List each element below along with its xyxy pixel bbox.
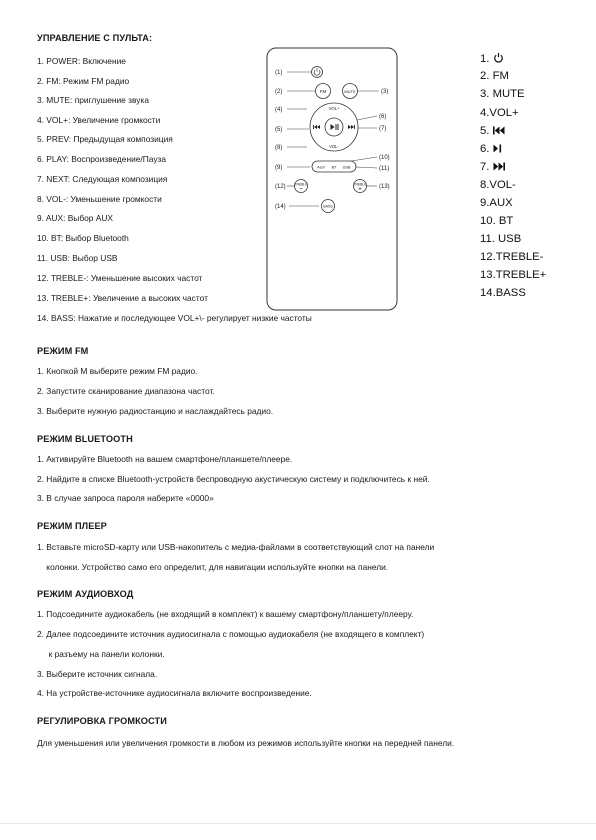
section-aux-line-3: к разъему на панели колонки. (37, 649, 165, 659)
section-fm-line-3: 3. Выберите нужную радиостанцию и наслаждайтесь радио. (37, 406, 274, 416)
remote-vol-plus-label: VOL+ (328, 106, 340, 111)
remote-mute-label: MUTE (344, 89, 356, 94)
callout-3: (3) (381, 89, 389, 95)
remote-item-3: 3. MUTE: приглушение звука (37, 95, 149, 105)
remote-item-1: 1. POWER: Включение (37, 56, 126, 66)
legend-item-1 (480, 52, 504, 65)
legend-item-9: 9.AUX (480, 197, 513, 209)
section-aux-line-2: 2. Далее подсоедините источник аудиосигнала с помощью аудиокабеля (не входящего в комплект) (37, 629, 425, 639)
section-fm-title: РЕЖИМ FM (37, 346, 89, 356)
legend-item-14: 14.BASS (480, 287, 526, 299)
section-bluetooth-title: РЕЖИМ BLUETOOTH (37, 434, 133, 444)
legend-item-10-label: BT (498, 215, 514, 227)
callout-12: (12) (275, 184, 286, 190)
legend-item-3-label: MUTE (492, 88, 525, 100)
section-player-line-1: 1. Вставьте microSD-карту или USB-накопитель с медиа-файлами в соответствующий слот на панели (37, 542, 435, 552)
callout-5: (5) (275, 127, 283, 133)
remote-body (267, 48, 397, 310)
remote-item-10: 10. BT: Выбор Bluetooth (37, 233, 129, 243)
section-aux-line-1: 1. Подсоедините аудиокабель (не входящий в комплект) к вашему смартфону/планшету/плееру. (37, 609, 414, 619)
callout-11: (11) (379, 166, 390, 172)
legend-item-4-label: VOL+ (489, 107, 519, 119)
legend-item-12: 12.TREBLE- (480, 251, 544, 263)
remote-fm-label: FM (319, 89, 327, 94)
callout-13: (13) (379, 184, 390, 190)
section-player-line-2: колонки. Устройство само его определит, для навигации используйте кнопки на панели. (37, 562, 389, 572)
section-player-title: РЕЖИМ ПЛЕЕР (37, 521, 107, 531)
legend-item-13: 13.TREBLE+ (480, 269, 547, 281)
legend-item-9-label: AUX (489, 197, 513, 209)
remote-treble-minus-label: TREBLE (294, 182, 308, 187)
callout-9: (9) (275, 165, 283, 171)
legend-item-8: 8.VOL- (480, 179, 516, 191)
legend-item-2: 2. FM (480, 70, 509, 82)
legend-item-4: 4.VOL+ (480, 107, 519, 119)
callout-10: (10) (379, 155, 390, 161)
remote-item-6: 6. PLAY: Воспроизведение/Пауза (37, 154, 167, 164)
remote-power-button (312, 67, 323, 78)
legend-item-2-label: FM (492, 70, 509, 82)
section-volume-title: РЕГУЛИРОВКА ГРОМКОСТИ (37, 716, 167, 726)
remote-item-8: 8. VOL-: Уменьшение громкости (37, 194, 162, 204)
legend-item-11: 11. USB (480, 233, 522, 245)
remote-item-14: 14. BASS: Нажатие и последующее VOL+\- регулирует низкие частоты (37, 313, 312, 323)
previous-track-icon (493, 126, 505, 135)
section-bluetooth-line-2: 2. Найдите в списке Bluetooth-устройств беспроводную акустическую систему и подключитесь к ней. (37, 474, 430, 484)
legend-item-14-label: BASS (495, 287, 526, 299)
callout-14: (14) (275, 204, 286, 210)
remote-item-12: 12. TREBLE-: Уменьшение высоких частот (37, 273, 203, 283)
remote-item-2: 2. FM: Режим FM радио (37, 75, 130, 86)
callout-4: (4) (275, 107, 283, 113)
callout-6: (6) (379, 114, 387, 120)
legend-item-8-label: VOL- (489, 179, 516, 191)
legend-item-1-number: 1. (480, 53, 490, 65)
section-bluetooth-line-3: 3. В случае запроса пароля наберите «0000» (37, 493, 214, 503)
legend-item-12-label: TREBLE- (495, 251, 544, 263)
remote-aux-label: AUX (317, 165, 325, 170)
legend-item-10: 10. BT (480, 215, 514, 227)
remote-item-9: 9. AUX: Выбор AUX (37, 213, 113, 223)
remote-vol-minus-label: VOL- (329, 144, 339, 149)
legend-item-3: 3. MUTE (480, 88, 525, 100)
legend-item-6: 6. (480, 143, 503, 155)
remote-item-11: 11. USB: Выбор USB (37, 253, 118, 263)
play-pause-icon (493, 144, 503, 153)
power-icon (493, 52, 504, 63)
next-track-icon (493, 162, 505, 171)
legend-item-7: 7. (480, 161, 505, 173)
section-bluetooth-line-1: 1. Активируйте Bluetooth на вашем смартфоне/планшете/плеере. (37, 454, 293, 464)
callout-8: (8) (275, 145, 283, 151)
remote-item-7: 7. NEXT: Следующая композиция (37, 174, 168, 184)
remote-item-13: 13. TREBLE+: Увеличение а высоких частот (37, 293, 208, 303)
section-aux-title: РЕЖИМ АУДИОВХОД (37, 589, 134, 599)
section-fm-line-1: 1. Кнопкой M выберите режим FM радио. (37, 366, 198, 376)
remote-item-5: 5. PREV: Предыдущая композиция (37, 134, 173, 144)
remote-control-diagram (263, 46, 403, 314)
callout-2: (2) (275, 89, 283, 95)
page-bottom-rule (0, 823, 596, 824)
remote-treble-plus-label: TREBLE (353, 182, 367, 187)
legend-item-5: 5. (480, 125, 505, 137)
section-fm-line-2: 2. Запустите сканирование диапазона частот. (37, 386, 215, 396)
section-aux-line-5: 4. На устройстве-источнике аудиосигнала включите воспроизведение. (37, 688, 312, 698)
legend-item-11-label: USB (498, 233, 522, 245)
remote-usb-label: USB (342, 165, 351, 170)
callout-1: (1) (275, 70, 283, 76)
remote-bass-label: BASS (323, 204, 333, 209)
remote-item-4: 4. VOL+: Увеличение громкости (37, 114, 161, 125)
legend-item-13-label: TREBLE+ (495, 269, 547, 281)
remote-section-title: УПРАВЛЕНИЕ С ПУЛЬТА: (37, 33, 153, 43)
section-aux-line-4: 3. Выберите источник сигнала. (37, 669, 158, 679)
remote-bt-label: BT (331, 165, 337, 170)
callout-7: (7) (379, 126, 387, 132)
section-volume-line-1: Для уменьшения или увеличения громкости в любом из режимов используйте кнопки на передней панели. (37, 738, 455, 748)
